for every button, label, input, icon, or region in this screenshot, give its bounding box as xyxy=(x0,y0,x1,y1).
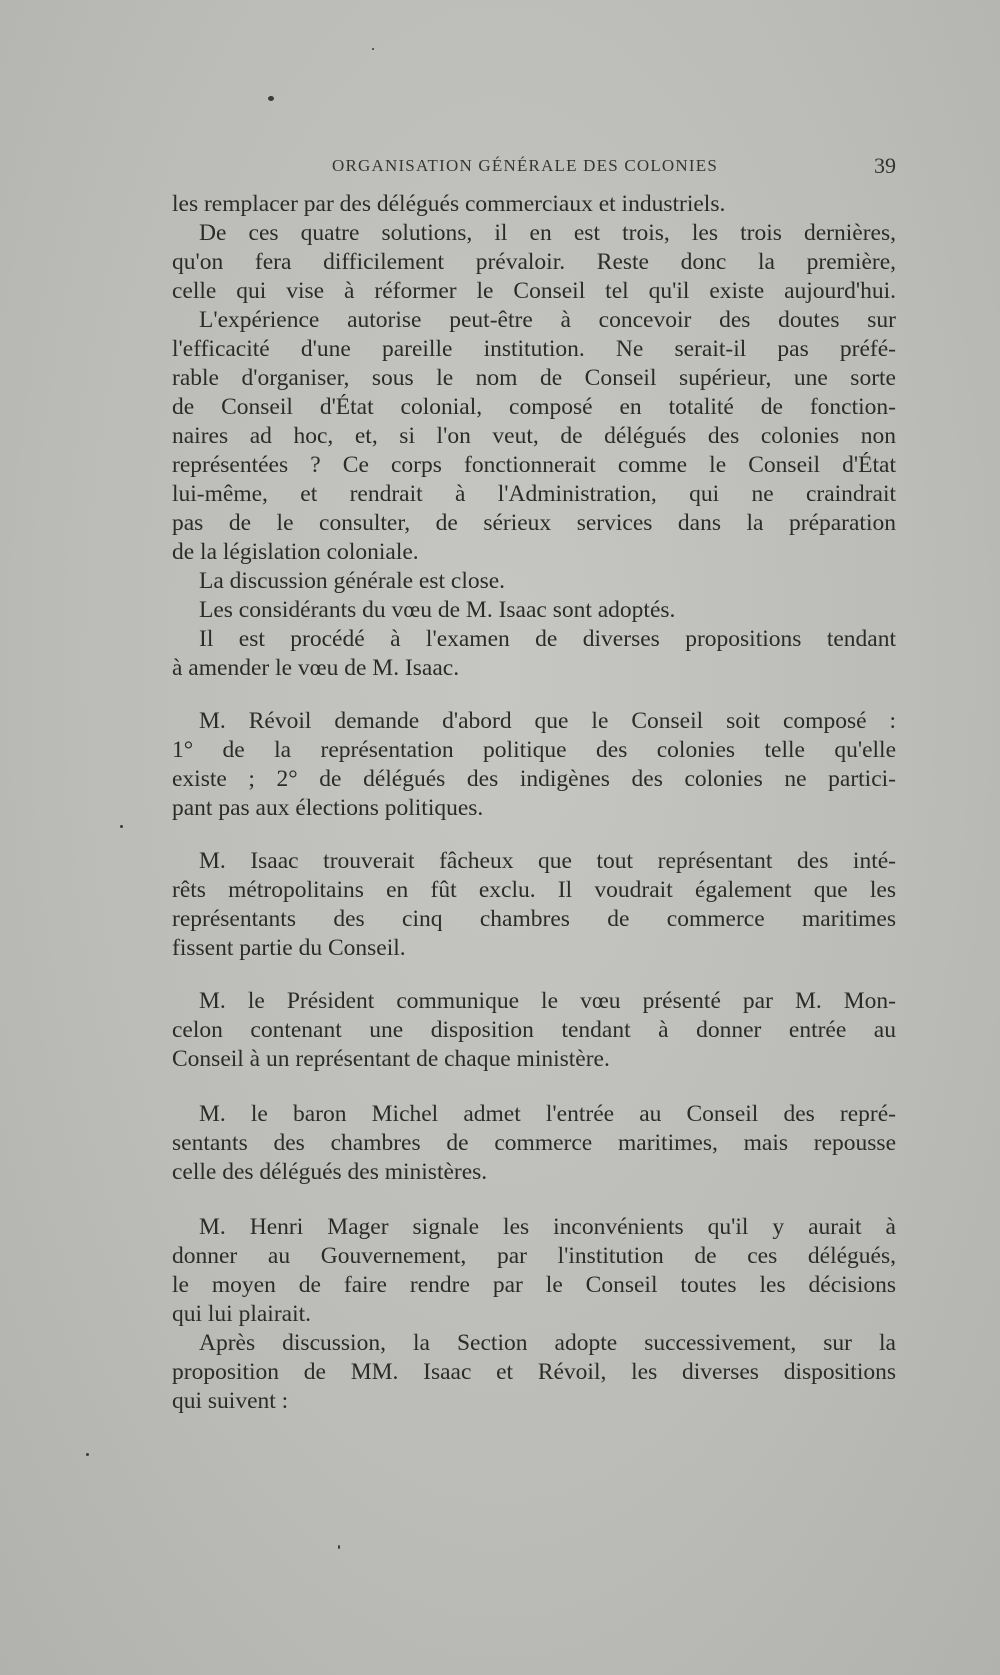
text-line: pant pas aux élections politiques. xyxy=(172,795,484,821)
text-line: donner au Gouvernement, par l'institution de ces délégués, xyxy=(172,1243,896,1269)
text-line: M. le Président communique le vœu présenté par M. Mon- xyxy=(199,988,896,1014)
text-line: les remplacer par des délégués commerciaux et industriels. xyxy=(172,191,726,217)
text-line: à amender le vœu de M. Isaac. xyxy=(172,655,460,681)
paragraph-gap xyxy=(172,963,896,987)
text-line: qui lui plairait. xyxy=(172,1301,312,1327)
text-line: proposition de MM. Isaac et Révoil, les diverses dispositions xyxy=(172,1359,896,1385)
text-line: représentées ? Ce corps fonctionnerait comme le Conseil d'État xyxy=(172,452,896,478)
text-line: celle qui vise à réformer le Conseil tel qu'il existe aujourd'hui. xyxy=(172,278,896,304)
text-line: représentants des cinq chambres de commerce maritimes xyxy=(172,906,896,932)
paragraph xyxy=(172,1213,896,1329)
paragraph-gap xyxy=(172,1074,896,1100)
paragraph xyxy=(172,1329,896,1416)
text-line: rable d'organiser, sous le nom de Conseil supérieur, une sorte xyxy=(172,365,896,391)
paragraph xyxy=(172,707,896,823)
paragraph-gap xyxy=(172,683,896,707)
text-line: pas de le consulter, de sérieux services dans la préparation xyxy=(172,510,896,536)
text-line: M. Isaac trouverait fâcheux que tout représentant des inté- xyxy=(199,848,896,874)
text-line: rêts métropolitains en fût exclu. Il voudrait également que les xyxy=(172,877,896,903)
text-line: M. Henri Mager signale les inconvénients qu'il y aurait à xyxy=(199,1214,896,1240)
ink-speck xyxy=(120,825,123,828)
text-line: celon contenant une disposition tendant à donner entrée au xyxy=(172,1017,896,1043)
paragraph xyxy=(172,987,896,1074)
paragraph-gap xyxy=(172,1187,896,1213)
text-line: de la législation coloniale. xyxy=(172,539,419,565)
paragraph xyxy=(172,1100,896,1187)
ink-speck xyxy=(86,1453,89,1456)
text-line: lui-même, et rendrait à l'Administration, qui ne craindrait xyxy=(172,481,896,507)
text-line: Après discussion, la Section adopte successivement, sur la xyxy=(199,1330,896,1356)
text-line: La discussion générale est close. xyxy=(199,568,506,594)
text-line: 1° de la représentation politique des colonies telle qu'elle xyxy=(172,737,896,763)
text-line: le moyen de faire rendre par le Conseil toutes les décisions xyxy=(172,1272,896,1298)
text-line: Il est procédé à l'examen de diverses propositions tendant xyxy=(199,626,896,652)
text-line: qui suivent : xyxy=(172,1388,289,1414)
text-line: qu'on fera difficilement prévaloir. Reste donc la première, xyxy=(172,249,896,275)
text-line: existe ; 2° de délégués des indigènes des colonies ne partici- xyxy=(172,766,896,792)
page-number: 39 xyxy=(874,153,896,178)
paragraph xyxy=(172,306,896,567)
text-line: l'efficacité d'une pareille institution. Ne serait-il pas préfé- xyxy=(172,336,896,362)
text-line: M. Révoil demande d'abord que le Conseil soit composé : xyxy=(199,708,896,734)
text-line: celle des délégués des ministères. xyxy=(172,1159,488,1185)
text-line: De ces quatre solutions, il en est trois, les trois dernières, xyxy=(199,220,896,246)
text-line: Les considérants du vœu de M. Isaac sont adoptés. xyxy=(199,597,676,623)
text-line: Conseil à un représentant de chaque ministère. xyxy=(172,1046,610,1072)
body-text xyxy=(172,190,896,1416)
text-line: naires ad hoc, et, si l'on veut, de délégués des colonies non xyxy=(172,423,896,449)
text-line: de Conseil d'État colonial, composé en totalité de fonction- xyxy=(172,394,896,420)
ink-speck xyxy=(338,1545,340,1549)
ink-speck xyxy=(268,96,274,101)
running-title: ORGANISATION GÉNÉRALE DES COLONIES xyxy=(332,156,718,175)
paragraph xyxy=(172,219,896,306)
paragraph xyxy=(172,190,896,219)
paragraph-gap xyxy=(172,823,896,847)
paragraph xyxy=(172,596,896,625)
text-line: M. le baron Michel admet l'entrée au Conseil des repré- xyxy=(199,1101,896,1127)
ink-speck xyxy=(372,48,374,50)
paragraph xyxy=(172,847,896,963)
paragraph xyxy=(172,625,896,683)
text-line: sentants des chambres de commerce maritimes, mais repousse xyxy=(172,1130,896,1156)
text-line: L'expérience autorise peut-être à concevoir des doutes sur xyxy=(199,307,896,333)
paragraph xyxy=(172,567,896,596)
page-header xyxy=(172,153,896,184)
text-line: fissent partie du Conseil. xyxy=(172,935,406,961)
